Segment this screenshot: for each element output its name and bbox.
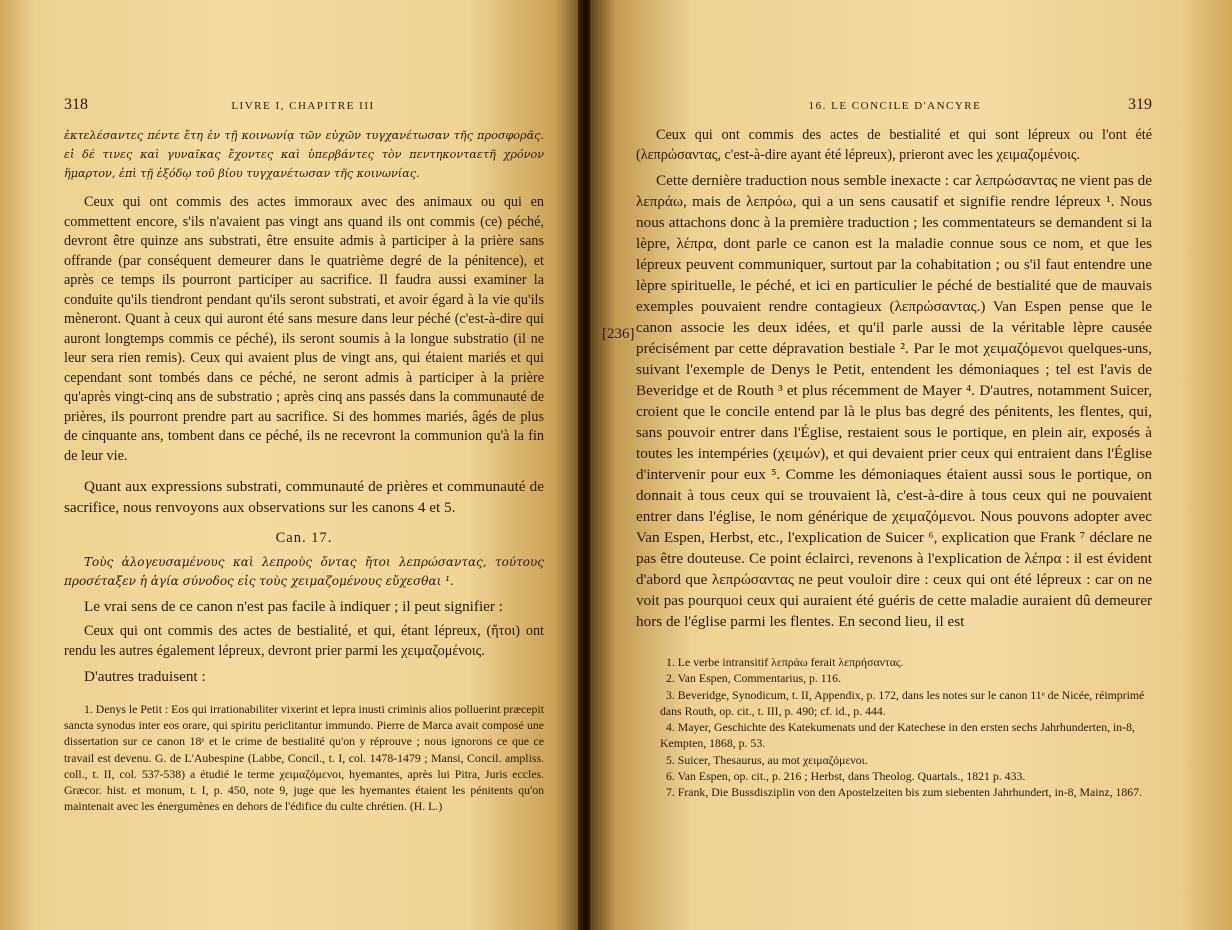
left-running-head [64,96,544,114]
left-paragraph-4: Ceux qui ont commis des actes de bestialité, et qui, étant lépreux, (ἤτοι) ont rendu les autres également lépreux, devront prier parmi les χειμαζομένοις. [64,623,544,659]
right-running-head [636,96,1152,114]
footnote-item: 3. Beveridge, Synodicum, t. II, Appendix, p. 172, dans les notes sur le canon 11ᵉ de Nicée, réimprimé dans Routh, op. cit., t. III, p. 490; cf. id., p. 444. [660,687,1145,718]
left-paragraph-2: Quant aux expressions substrati, communauté de prières et communauté de sacrifice, nous renvoyons aux observations sur les canons 4 et 5. [64,478,544,516]
right-page [590,0,1232,930]
footnote-item: 2. Van Espen, Commentarius, p. 116. [666,671,841,686]
left-paragraph-1: Ceux qui ont commis des actes immoraux avec des animaux ou qui en commettent encore, s'ils n'avaient pas vingt ans quand ils ont commis (ce) péché, devront être quinze ans substrati, être ensuite admis à participer à la prière sans offrande (par conséquent demeurer dans le quatrième degré de la pénitence), et après ce temps ils pourront participer au sacrifice. Il faudra aussi examiner la conduite qu'ils tiendront pendant qu'ils seront substrati, et avoir égard à la vie qu'ils mèneront. Quant à ceux qui auront été sans mesure dans leur péché (c'est-à-dire qui auront longtemps commis ce péché), ils seront soumis à la longue substratio (il ne leur sera rien remis). Ceux qui avaient plus de vingt ans, qui étaient mariés et qui cependant sont tombés dans ce péché, ne seront admis à participer à la prière qu'après vingt-cinq ans de substratio ; après cinq ans passés dans la communauté de prières, ils pourront prendre part au sacrifice. Si des hommes mariés, âgés de plus de cinquante ans, tombent dans ce péché, ils ne recevront la communion qu'à la fin de leur vie. [64,194,544,464]
left-paragraph-5: D'autres traduisent : [84,668,206,685]
right-footnotes [636,654,1152,801]
footnote-item: 4. Mayer, Geschichte des Katekumenats und der Katechese in den ersten sechs Jahrhunderten, in-8, Kempten, 1868, p. 53. [660,720,1135,751]
greek-canon: Τοὺς ἀλογευσαμένους καὶ λεπροὺς ὄντας ἤτοι λεπρώσαντας, τούτους προσέταξεν ἡ ἁγία σύνοδος εἰς τοὺς χειμαζομένους εὔχεσθαι ¹. [64,555,544,588]
left-paragraph-3: Le vrai sens de ce canon n'est pas facile à indiquer ; il peut signifier : [84,598,503,615]
left-running-title: LIVRE I, CHAPITRE III [231,100,375,112]
margin-page-marker: [236] [602,326,635,342]
right-paragraph-1: Ceux qui ont commis des actes de bestialité et qui sont lépreux ou l'ont été (λεπρώσαντας, c'est-à-dire ayant été lépreux), prieront avec les χειμαζομένοις. [636,127,1152,163]
right-paragraph-2: Cette dernière traduction nous semble inexacte : car λεπρώσαντας ne vient pas de λεπράω, mais de λεπρόω, qui a un sens causatif et signifie rendre lépreux ¹. Nous nous attachons donc à la première traduction ; les commentateurs se demandent si la lèpre, λέπρα, dont parle ce canon est la maladie connue sous ce nom, et que les lépreux peuvent communiquer, surtout par la cohabitation ; ou s'il faut entendre une lèpre spirituelle, le péché, et ici en particulier le péché de bestialité que de mauvais exemples pouvaient rendre contagieux (λεπρώσαντας.) Van Espen pense que le canon associe les deux idées, et qu'il parle aussi de la véritable lèpre causée précisément par cette dépravation bestiale ². Par le mot χειμαζόμενοι quelques-uns, suivant l'exemple de Denys le Petit, entendent les démoniaques ; tel est l'avis de Beveridge et de Routh ³ et plus récemment de Mayer ⁴. D'autres, notamment Suicer, croient que le concile entend par là le plus bas degré des pénitents, les flentes, qui, sans pouvoir entrer dans l'Église, restaient sous le portique, en plein air, exposés à toutes les intempéries (χειμών), et qui devaient prier ceux qui entraient dans l'Église d'intervenir pour eux ⁵. Comme les démoniaques étaient aussi sous le portique, on donnait à tous ceux qui se trouvaient là, c'est-à-dire à tous ceux qui ne pouvaient entrer dans l'église, le nom générique de χειμαζόμενοι. Nous pouvons adopter avec Van Espen, Herbst, etc., l'explication de Suicer ⁶, explication que Frank ⁷ déclare ne pas être douteuse. Ce point éclairci, revenons à l'explication de λέπρα : il est évident d'abord que λεπρώσαντας ne peut vouloir dire : ceux qui ont été lépreux : car on ne voit pas pourquoi ceux qui auraient été guéris de cette maladie auraient dû demeurer hors de l'église parmi les flentes. En second lieu, il est [636,172,1152,630]
left-footnote-1: 1. Denys le Petit : Eos qui irrationabiliter vixerint et lepra inusti criminis alios polluerint præcepit sancta synodus inter eos orare, qui spiritu periclitantur immundo. Pierre de Marca avait composé une dissertation sur ce canon 18ᵉ et le crime de bestialité qu'on y réprouve ; nous ignorons ce que ce travail est devenu. G. de L'Aubespine (Labbe, Concil., t. I, col. 1478-1479 ; Mansi, Concil. ampliss. coll., t. II, col. 537-538) a étudié le terme χειμαζόμενοι, hyemantes, après lui Pitra, Juris eccles. Græcor. hist. et monum, t. I, p. 450, note 9, juge que les hyemantes étaient les pénitents qu'on maintenait avec les énergumènes en dehors de l'édifice du culte chrétien. (H. L.) [64,702,544,814]
left-page [0,0,584,930]
footnote-item: 7. Frank, Die Bussdisziplin von den Apostelzeiten bis zum siebenten Jahrhundert, in-8, Mainz, 1867. [666,785,1143,800]
footnote-item: 5. Suicer, Thesaurus, au mot χειμαζόμενοι. [666,752,868,767]
right-page-number: 319 [1127,96,1152,113]
footnote-item: 6. Van Espen, op. cit., p. 216 ; Herbst, dans Theolog. Quartals., 1821 p. 433. [666,769,1026,784]
right-running-title: 16. LE CONCILE D'ANCYRE [808,100,982,112]
canon-heading: Can. 17. [275,530,333,546]
footnote-item: 1. Le verbe intransitif λεπράω ferait λεπρήσαντας. [666,655,904,669]
greek-intro: ἐκτελέσαντες πέντε ἔτη ἐν τῇ κοινωνίᾳ τῶν εὐχῶν τυγχανέτωσαν τῆς προσφορᾶς. εἰ δέ τινες καὶ γυναῖκας ἔχοντες καὶ ὑπερβάντες τὸν πεντηκονταετῆ χρόνον ἥμαρτον, ἐπὶ τῇ ἐξόδῳ τοῦ βίου τυγχανέτωσαν τῆς κοινωνίας. [64,129,544,180]
left-page-number: 318 [64,96,88,113]
